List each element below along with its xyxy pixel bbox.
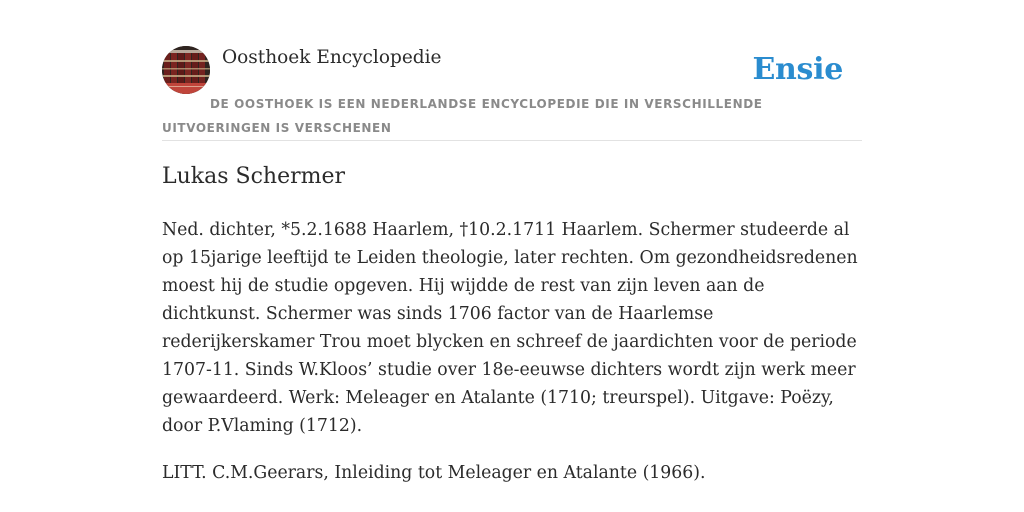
site-name[interactable]: Oosthoek Encyclopedie — [222, 47, 442, 68]
article-body — [162, 216, 867, 506]
article-paragraph: Ned. dichter, *5.2.1688 Haarlem, †10.2.1711 Haarlem. Schermer studeerde al op 15jarige leeftijd te Leiden theologie, later rechten. Om gezondheidsredenen moest hij de studie opgeven. Hij wijdde de rest van zijn leven aan de dichtkunst. Schermer was sinds 1706 factor van de Haarlemse rederijkerskamer Trou moet blycken en schreef de jaardichten voor de periode 1707-11. Sinds W.Kloos’ studie over 18e-eeuwse dichters wordt zijn werk meer gewaardeerd. Werk: Meleager en Atalante (1710; treurspel). Uitgave: Poëzy, door P.Vlaming (1712). — [162, 220, 858, 436]
brand-logo[interactable]: Ensie — [752, 52, 843, 87]
site-header — [162, 46, 862, 141]
book-spines-icon — [162, 46, 210, 94]
article-title: Lukas Schermer — [162, 164, 346, 189]
avatar[interactable] — [162, 46, 210, 94]
site-tagline: DE OOSTHOEK IS EEN NEDERLANDSE ENCYCLOPEDIE DIE IN VERSCHILLENDE UITVOERINGEN IS VERSCHENEN — [162, 97, 763, 135]
article-literature: LITT. C.M.Geerars, Inleiding tot Meleager en Atalante (1966). — [162, 463, 706, 483]
